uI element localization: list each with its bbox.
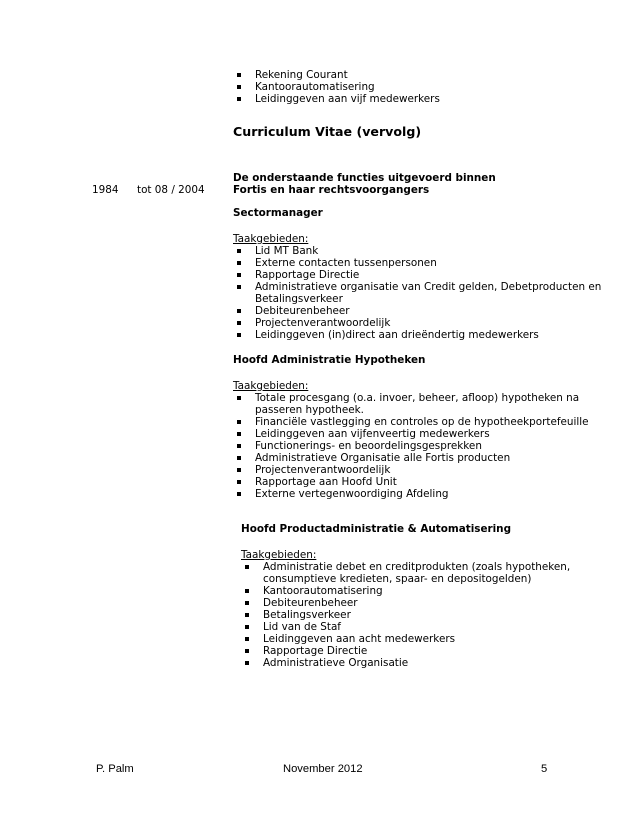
list-item: Externe contacten tussenpersonen	[233, 257, 623, 269]
list-item: Lid MT Bank	[233, 245, 623, 257]
list-item: Kantoorautomatisering	[241, 585, 631, 597]
employer-intro-heading: De onderstaande functies uitgevoerd binnen Fortis en haar rechtsvoorgangers	[233, 172, 496, 196]
list-item: Leidinggeven aan acht medewerkers	[241, 633, 631, 645]
list-item: Leidinggeven (in)direct aan drieëndertig medewerkers	[233, 329, 623, 341]
list-item: Administratieve Organisatie	[241, 657, 631, 669]
list-item: Betalingsverkeer	[241, 609, 631, 621]
list-item: Totale procesgang (o.a. invoer, beheer, afloop) hypotheken na passeren hypotheek.	[233, 392, 623, 416]
task-list	[233, 245, 623, 341]
page-number: 5	[541, 763, 548, 775]
role-hoofd-productadministratie	[241, 523, 631, 669]
list-item: Rapportage Directie	[241, 645, 631, 657]
list-item: Leidinggeven aan vijf medewerkers	[233, 93, 623, 105]
tasks-label: Taakgebieden:	[233, 380, 309, 392]
role-title: Hoofd Administratie Hypotheken	[233, 354, 426, 366]
list-item: Functionerings- en beoordelingsgesprekken	[233, 440, 623, 452]
list-item: Administratie debet en creditprodukten (zoals hypotheken, consumptieve kredieten, spaar- en depositogelden)	[241, 561, 631, 585]
list-item: Rapportage Directie	[233, 269, 623, 281]
tasks-label: Taakgebieden:	[233, 233, 309, 245]
footer-date: November 2012	[283, 763, 363, 775]
list-item: Administratieve organisatie van Credit gelden, Debetproducten en Betalingsverkeer	[233, 281, 623, 305]
task-list	[233, 392, 623, 500]
list-item: Projectenverantwoordelijk	[233, 464, 623, 476]
list-item: Projectenverantwoordelijk	[233, 317, 623, 329]
list-item: Kantoorautomatisering	[233, 81, 623, 93]
role-hoofd-administratie-hypotheken	[233, 354, 623, 500]
cv-heading: Curriculum Vitae (vervolg)	[233, 124, 422, 139]
role-title: Sectormanager	[233, 207, 323, 219]
tasks-label: Taakgebieden:	[241, 549, 317, 561]
list-item: Rekening Courant	[233, 69, 623, 81]
list-item: Administratieve Organisatie alle Fortis producten	[233, 452, 623, 464]
role-title: Hoofd Productadministratie & Automatisering	[241, 523, 512, 535]
list-item: Rapportage aan Hoofd Unit	[233, 476, 623, 488]
role-sectormanager	[233, 207, 623, 341]
list-item: Externe vertegenwoordiging Afdeling	[233, 488, 623, 500]
list-item: Debiteurenbeheer	[241, 597, 631, 609]
list-item: Financiële vastlegging en controles op de hypotheekportefeuille	[233, 416, 623, 428]
period-until: tot 08 / 2004	[137, 184, 205, 196]
list-item: Lid van de Staf	[241, 621, 631, 633]
list-item: Leidinggeven aan vijfenveertig medewerkers	[233, 428, 623, 440]
list-item: Debiteurenbeheer	[233, 305, 623, 317]
period-year: 1984	[92, 184, 119, 196]
task-list	[241, 561, 631, 669]
footer-author: P. Palm	[96, 763, 134, 775]
top-bullet-list	[233, 69, 623, 105]
